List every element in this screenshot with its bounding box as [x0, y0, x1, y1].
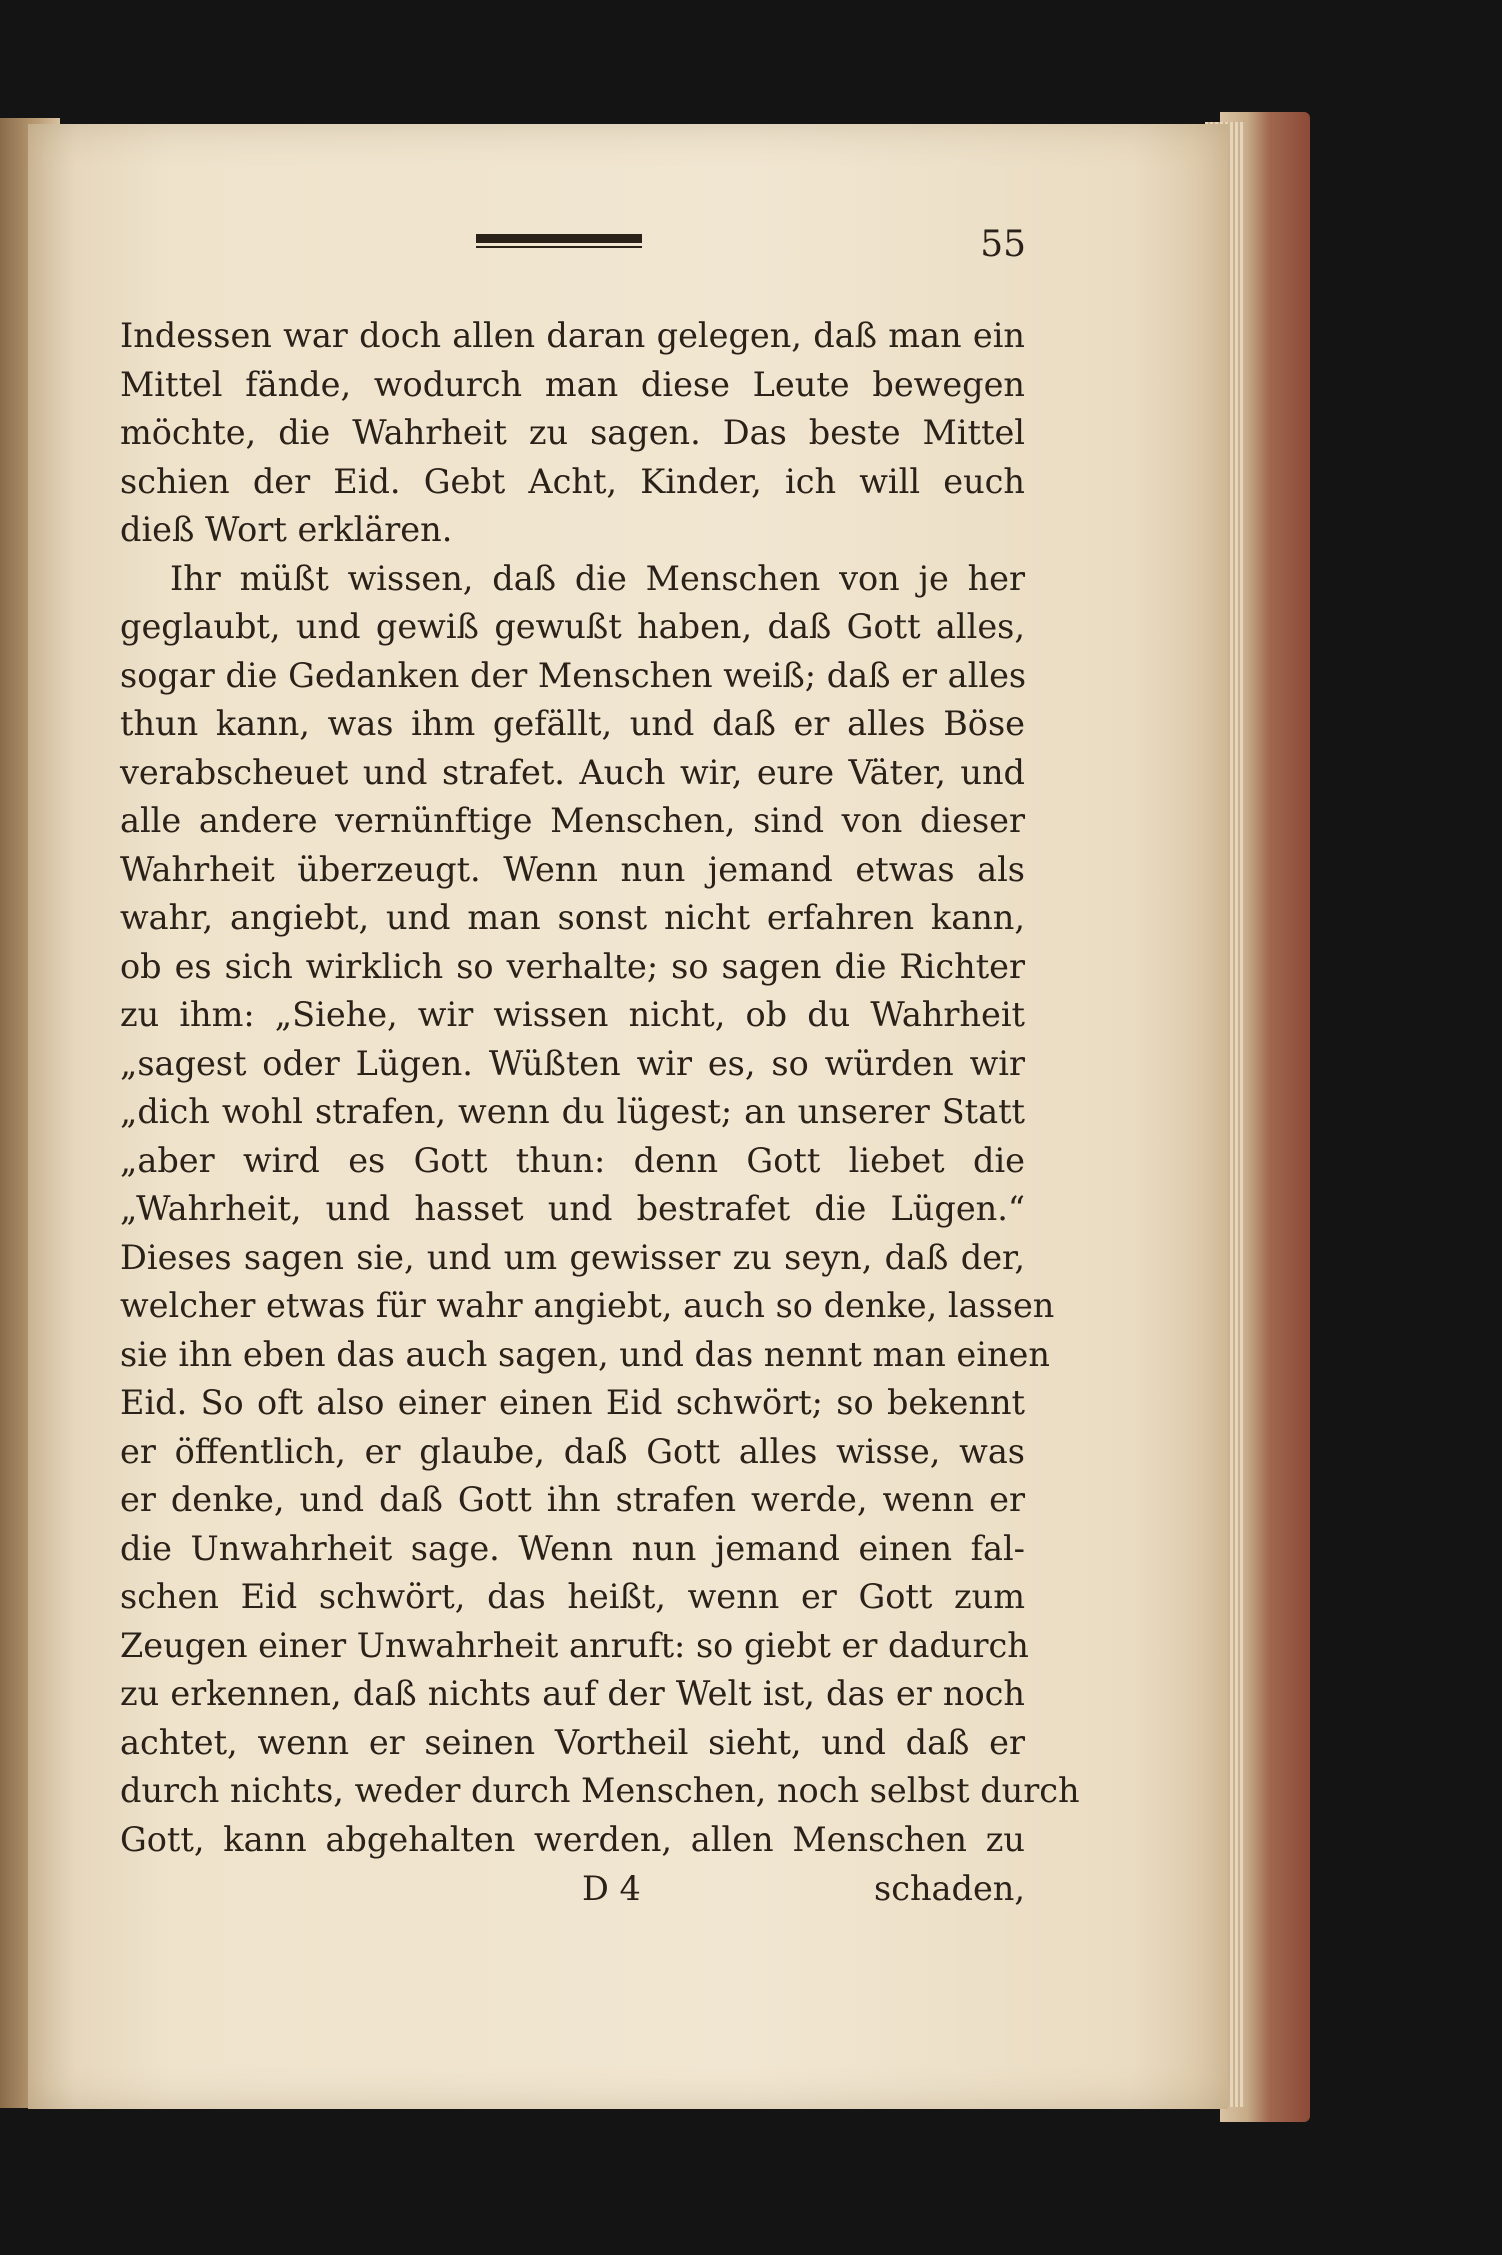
text-line: „aber wird es Gott thun: denn Gott liebet die: [120, 1140, 1025, 1180]
text-line: Eid. So oft also einer einen Eid schwört; so bekennt: [120, 1383, 1025, 1422]
text-line: schien der Eid. Gebt Acht, Kinder, ich will euch: [120, 461, 1025, 501]
text-line: die Unwahrheit sage. Wenn nun jemand einen fal-: [120, 1528, 1025, 1568]
text-line: schen Eid schwört, das heißt, wenn er Gott zum: [120, 1577, 1025, 1616]
text-line: Dieses sagen sie, und um gewisser zu seyn, daß der,: [120, 1237, 1025, 1277]
text-line: Indessen war doch allen daran gelegen, daß man ein: [120, 316, 1025, 355]
text-line: wahr, angiebt, und man sonst nicht erfahren kann,: [120, 898, 1025, 937]
text-line: dieß Wort erklären.: [120, 510, 453, 549]
text-line: er denke, und daß Gott ihn strafen werde, wenn er: [120, 1480, 1025, 1519]
header-rule-thick: [476, 234, 642, 243]
text-line: Gott, kann abgehalten werden, allen Menschen zu: [120, 1819, 1025, 1859]
text-line: Ihr müßt wissen, daß die Menschen von je her: [170, 558, 1025, 598]
text-line: welcher etwas für wahr angiebt, auch so denke, lassen: [120, 1286, 1055, 1325]
text-line: Wahrheit überzeugt. Wenn nun jemand etwas als: [120, 849, 1025, 889]
text-line: achtet, wenn er seinen Vortheil sieht, und daß er: [120, 1722, 1025, 1762]
text-line: durch nichts, weder durch Menschen, noch selbst durch: [120, 1771, 1080, 1810]
text-line: „Wahrheit, und hasset und bestrafet die Lügen.“: [120, 1189, 1025, 1228]
text-line: „dich wohl strafen, wenn du lügest; an unserer Statt: [120, 1092, 1025, 1131]
header-rule-thin: [476, 246, 642, 248]
page-footer: [120, 1869, 1025, 1919]
signature-mark: D 4: [582, 1869, 641, 1908]
text-line: „sagest oder Lügen. Wüßten wir es, so würden wir: [120, 1043, 1025, 1083]
page-number: 55: [980, 224, 1026, 265]
text-line: Mittel fände, wodurch man diese Leute bewegen: [120, 364, 1025, 404]
text-line: ob es sich wirklich so verhalte; so sagen die Richter: [120, 946, 1025, 986]
text-line: sogar die Gedanken der Menschen weiß; daß er alles: [120, 655, 1027, 695]
text-line: zu ihm: „Siehe, wir wissen nicht, ob du Wahrheit: [120, 995, 1025, 1034]
text-line: zu erkennen, daß nichts auf der Welt ist, das er noch: [120, 1674, 1025, 1713]
text-line: thun kann, was ihm gefällt, und daß er alles Böse: [120, 704, 1025, 743]
text-line: möchte, die Wahrheit zu sagen. Das beste Mittel: [120, 413, 1025, 452]
text-line: er öffentlich, er glaube, daß Gott alles wisse, was: [120, 1431, 1025, 1471]
book-page: [28, 124, 1228, 2109]
header-rule: [476, 234, 642, 250]
text-line: Zeugen einer Unwahrheit anruft: so giebt er dadurch: [120, 1625, 1029, 1665]
body-text: [120, 312, 1080, 1864]
text-line: alle andere vernünftige Menschen, sind von dieser: [120, 801, 1025, 840]
text-line: sie ihn eben das auch sagen, und das nennt man einen: [120, 1334, 1050, 1374]
text-line: verabscheuet und strafet. Auch wir, eure Väter, und: [120, 752, 1025, 792]
text-line: geglaubt, und gewiß gewußt haben, daß Gott alles,: [120, 607, 1025, 646]
catchword: schaden,: [874, 1869, 1025, 1908]
